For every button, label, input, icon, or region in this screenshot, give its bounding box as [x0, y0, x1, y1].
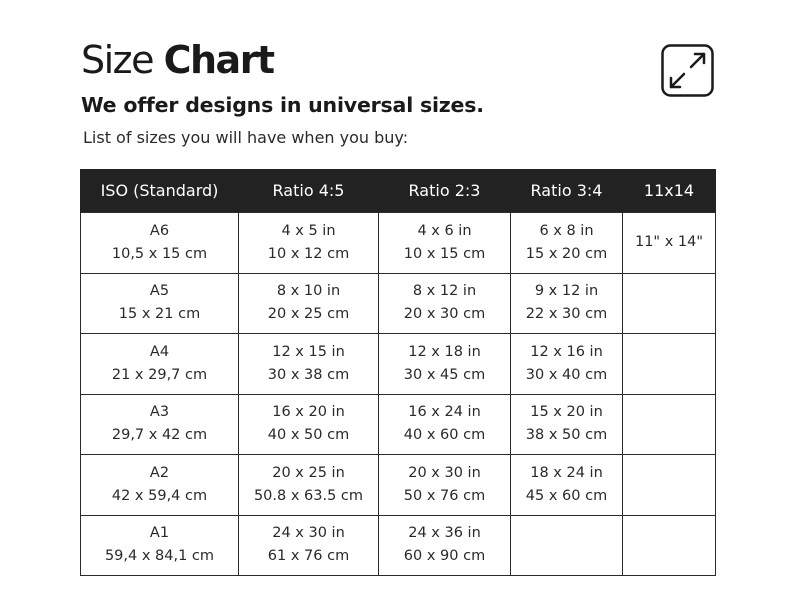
- ratio-2-3-cell: [379, 455, 511, 516]
- cell-line: 12 x 16 in: [530, 343, 603, 360]
- size-11x14-cell: [623, 213, 716, 274]
- cell-line: 59,4 x 84,1 cm: [104, 548, 215, 565]
- ratio-4-5-cell: [239, 394, 379, 455]
- iso-cell: [81, 515, 239, 576]
- cell-line: A6: [149, 222, 170, 239]
- ratio-4-5-cell: [239, 334, 379, 395]
- cell-line: 4 x 6 in: [417, 222, 472, 239]
- ratio-4-5-cell: [239, 273, 379, 334]
- cell-line: 16 x 20 in: [272, 404, 345, 421]
- cell-line: A5: [149, 283, 170, 300]
- cell-line: 20 x 25 cm: [267, 306, 350, 323]
- ratio-3-4-cell: [511, 394, 623, 455]
- intro-text: List of sizes you will have when you buy:: [83, 128, 409, 147]
- cell-line: 60 x 90 cm: [403, 548, 486, 565]
- column-header: 11x14: [623, 169, 716, 213]
- cell-line: 61 x 76 cm: [267, 548, 350, 565]
- cell-line: 24 x 36 in: [408, 525, 481, 542]
- size-chart-table: [80, 169, 716, 576]
- cell-line: 10 x 15 cm: [403, 245, 486, 262]
- resize-arrows-icon: [661, 44, 714, 97]
- table-row: [81, 213, 716, 274]
- cell-line: 20 x 30 in: [408, 464, 481, 481]
- cell-line: 40 x 60 cm: [403, 427, 486, 444]
- size-11x14-cell: [623, 273, 716, 334]
- cell-line: 30 x 45 cm: [403, 366, 486, 383]
- cell-line: 20 x 30 cm: [403, 306, 486, 323]
- cell-line: 11" x 14": [634, 234, 704, 250]
- cell-line: 9 x 12 in: [534, 283, 599, 300]
- table-row: [81, 394, 716, 455]
- title-bold: Chart: [163, 38, 274, 82]
- cell-line: 16 x 24 in: [408, 404, 481, 421]
- column-header: Ratio 2:3: [379, 169, 511, 213]
- subtitle: We offer designs in universal sizes.: [81, 93, 484, 117]
- column-header: ISO (Standard): [81, 169, 239, 213]
- cell-line: 15 x 21 cm: [118, 306, 201, 323]
- cell-line: 8 x 12 in: [412, 283, 477, 300]
- table-row: [81, 455, 716, 516]
- ratio-2-3-cell: [379, 334, 511, 395]
- cell-line: 12 x 15 in: [272, 343, 345, 360]
- page-title: [81, 36, 274, 84]
- ratio-3-4-cell: [511, 334, 623, 395]
- table-row: [81, 515, 716, 576]
- ratio-4-5-cell: [239, 213, 379, 274]
- cell-line: 30 x 40 cm: [525, 366, 608, 383]
- cell-line: 30 x 38 cm: [267, 366, 350, 383]
- cell-line: 21 x 29,7 cm: [111, 366, 208, 383]
- cell-line: 29,7 x 42 cm: [111, 427, 208, 444]
- cell-line: 45 x 60 cm: [525, 487, 608, 504]
- cell-line: 18 x 24 in: [530, 464, 603, 481]
- cell-line: 12 x 18 in: [408, 343, 481, 360]
- cell-line: 10,5 x 15 cm: [111, 245, 208, 262]
- column-header: Ratio 4:5: [239, 169, 379, 213]
- size-11x14-cell: [623, 334, 716, 395]
- column-header: Ratio 3:4: [511, 169, 623, 213]
- iso-cell: [81, 334, 239, 395]
- cell-line: 22 x 30 cm: [525, 306, 608, 323]
- cell-line: 4 x 5 in: [281, 222, 336, 239]
- size-11x14-cell: [623, 394, 716, 455]
- ratio-2-3-cell: [379, 394, 511, 455]
- table-row: [81, 273, 716, 334]
- cell-line: 50 x 76 cm: [403, 487, 486, 504]
- iso-cell: [81, 213, 239, 274]
- cell-line: 15 x 20 cm: [525, 245, 608, 262]
- title-light: Size: [81, 38, 154, 82]
- cell-line: 24 x 30 in: [272, 525, 345, 542]
- cell-line: A4: [149, 343, 170, 360]
- cell-line: 50.8 x 63.5 cm: [253, 487, 364, 504]
- table-header-row: [81, 169, 716, 213]
- table-row: [81, 334, 716, 395]
- ratio-3-4-cell: [511, 515, 623, 576]
- ratio-2-3-cell: [379, 213, 511, 274]
- cell-line: A3: [149, 404, 170, 421]
- cell-line: A2: [149, 464, 170, 481]
- cell-line: A1: [149, 525, 170, 542]
- iso-cell: [81, 394, 239, 455]
- cell-line: 10 x 12 cm: [267, 245, 350, 262]
- cell-line: 6 x 8 in: [539, 222, 594, 239]
- size-11x14-cell: [623, 455, 716, 516]
- cell-line: 8 x 10 in: [276, 283, 341, 300]
- ratio-4-5-cell: [239, 515, 379, 576]
- iso-cell: [81, 273, 239, 334]
- cell-line: 42 x 59,4 cm: [111, 487, 208, 504]
- ratio-4-5-cell: [239, 455, 379, 516]
- ratio-2-3-cell: [379, 273, 511, 334]
- ratio-2-3-cell: [379, 515, 511, 576]
- iso-cell: [81, 455, 239, 516]
- size-11x14-cell: [623, 515, 716, 576]
- ratio-3-4-cell: [511, 455, 623, 516]
- cell-line: 40 x 50 cm: [267, 427, 350, 444]
- cell-line: 38 x 50 cm: [525, 427, 608, 444]
- ratio-3-4-cell: [511, 273, 623, 334]
- ratio-3-4-cell: [511, 213, 623, 274]
- cell-line: 20 x 25 in: [272, 464, 345, 481]
- cell-line: 15 x 20 in: [530, 404, 603, 421]
